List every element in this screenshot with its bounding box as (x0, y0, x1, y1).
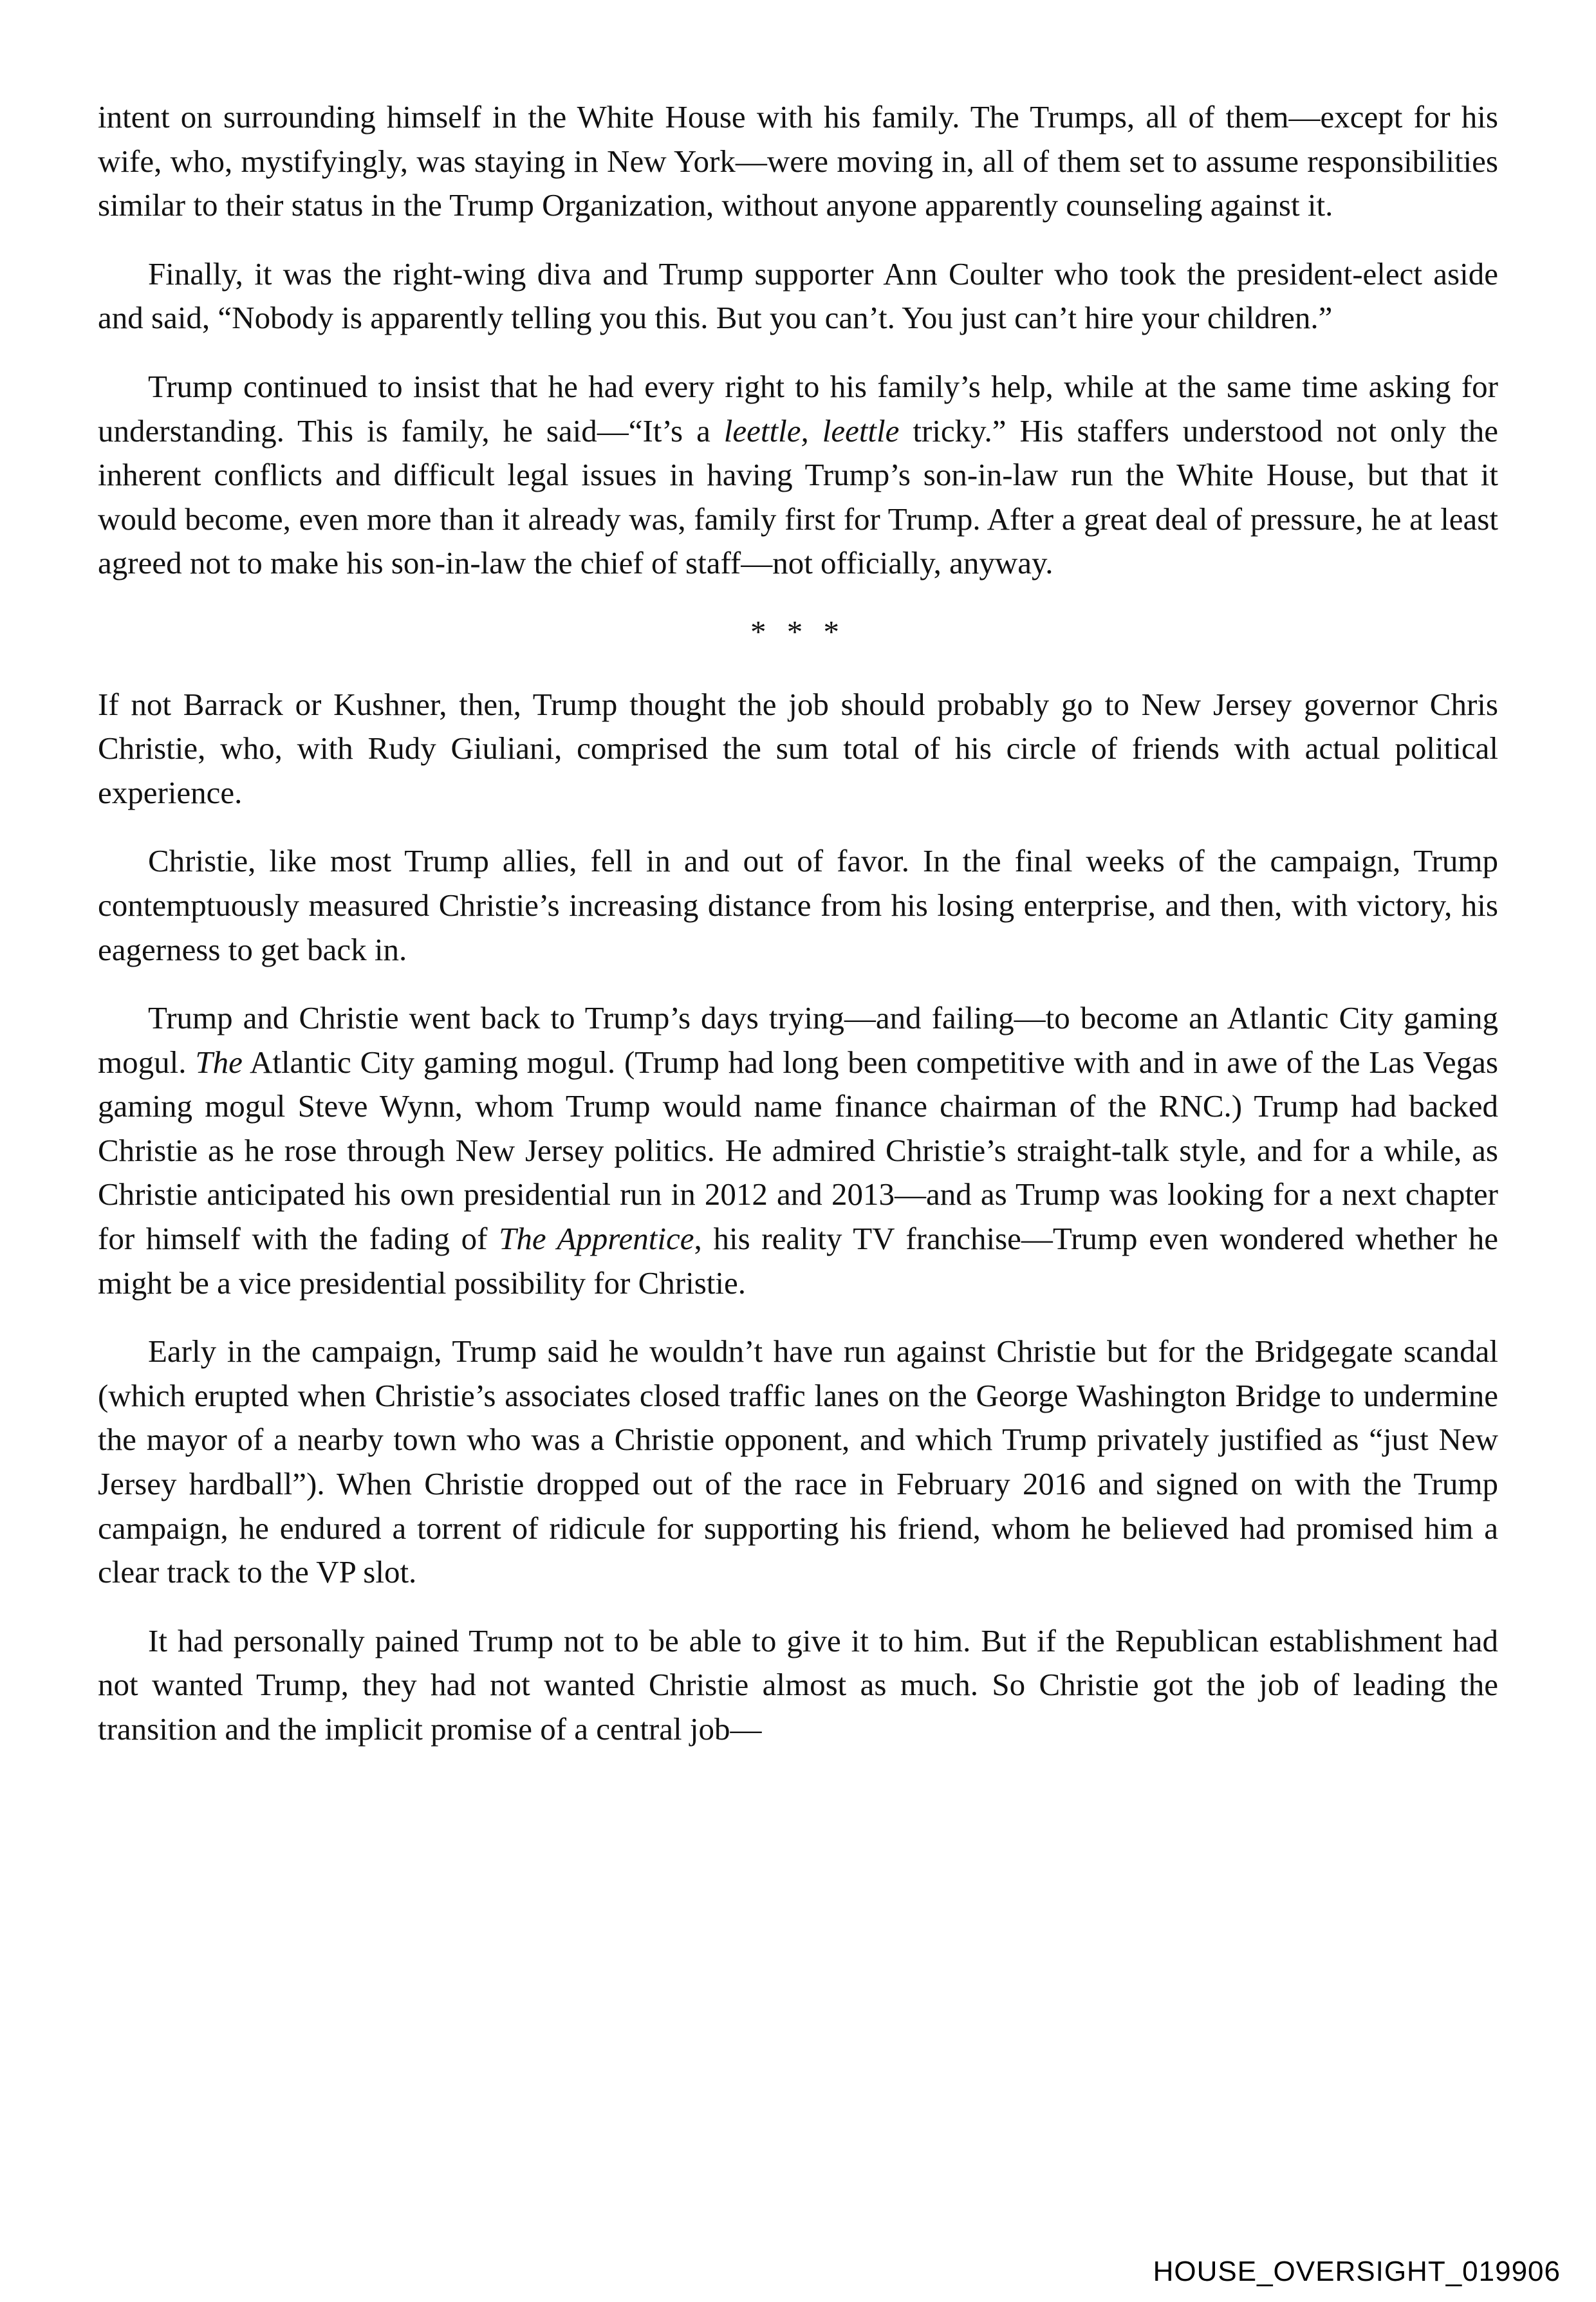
text-run: Trump and Christie went back to Trump’s days trying—and failing—to become an Atlantic City gaming mogul. (98, 1000, 1498, 1080)
text-run: Christie, like most Trump allies, fell in and out of favor. In the final weeks of the campaign, Trump contemptuously measured Christie’s increasing distance from his losing enterprise, and then, with victory, his eagerness to get back in. (98, 843, 1498, 967)
text-run: , his reality TV franchise—Trump even wondered whether he might be a vice presidential possibility for Christie. (98, 1221, 1498, 1301)
paragraph (98, 252, 1498, 340)
text-run: Trump continued to insist that he had every right to his family’s help, while at the same time asking for understanding. This is family, he said—“It’s a (98, 368, 1498, 449)
text-run: tricky.” His staffers understood not only the inherent conflicts and difficult legal issues in having Trump’s son-in-law run the White House, but that it would become, even more than it already was, family first for Trump. After a great deal of pressure, he at least agreed not to make his son-in-law the chief of staff—not officially, anyway. (98, 413, 1498, 581)
text-run: It had personally pained Trump not to be able to give it to him. But if the Republican establishment had not wanted Trump, they had not wanted Christie almost as much. So Christie got the job of leading the transition and the implicit promise of a central job— (98, 1622, 1498, 1747)
text-run: Early in the campaign, Trump said he wouldn’t have run against Christie but for the Bridgegate scandal (which erupted when Christie’s associates closed traffic lanes on the George Washington Bridge to undermine the mayor of a nearby town who was a Christie opponent, and which Trump privately justified as “just New Jersey hardball”). When Christie dropped out of the race in February 2016 and signed on with the Trump campaign, he endured a torrent of ridicule for supporting his friend, whom he believed had promised him a clear track to the VP slot. (98, 1333, 1498, 1590)
paragraph (98, 839, 1498, 972)
bates-stamp: HOUSE_OVERSIGHT_019906 (1153, 2256, 1561, 2287)
paragraph (98, 95, 1498, 228)
paragraph (98, 1619, 1498, 1752)
paragraph (98, 996, 1498, 1305)
paragraph (98, 365, 1498, 586)
paragraph (98, 683, 1498, 815)
paragraph (98, 1330, 1498, 1595)
italic-text-run: The (195, 1044, 243, 1080)
text-run: Finally, it was the right-wing diva and Trump supporter Ann Coulter who took the president-elect aside and said, “Nobody is apparently telling you this. But you can’t. You just can’t hire your children.” (98, 255, 1498, 336)
text-run: Atlantic City gaming mogul. (Trump had long been competitive with and in awe of the Las Vegas gaming mogul Steve Wynn, whom Trump would name finance chairman of the RNC.) Trump had backed Christie as he rose through New Jersey politics. He admired Christie’s straight-talk style, and for a while, as Christie anticipated his own presidential run in 2012 and 2013—and as Trump was looking for a next chapter for himself with the fading of (98, 1044, 1498, 1257)
text-run: intent on surrounding himself in the White House with his family. The Trumps, all of them—except for his wife, who, mystifyingly, was staying in New York—were moving in, all of them set to assume responsibilities similar to their status in the Trump Organization, without anyone apparently counseling against it. (98, 99, 1498, 223)
italic-text-run: leettle, leettle (723, 413, 900, 449)
body-text (98, 95, 1498, 1776)
italic-text-run: The Apprentice (499, 1221, 694, 1257)
section-separator: * * * (750, 613, 846, 649)
text-run: If not Barrack or Kushner, then, Trump thought the job should probably go to New Jersey governor Chris Christie, who, with Rudy Giuliani, comprised the sum total of his circle of friends with actual political experience. (98, 686, 1498, 810)
